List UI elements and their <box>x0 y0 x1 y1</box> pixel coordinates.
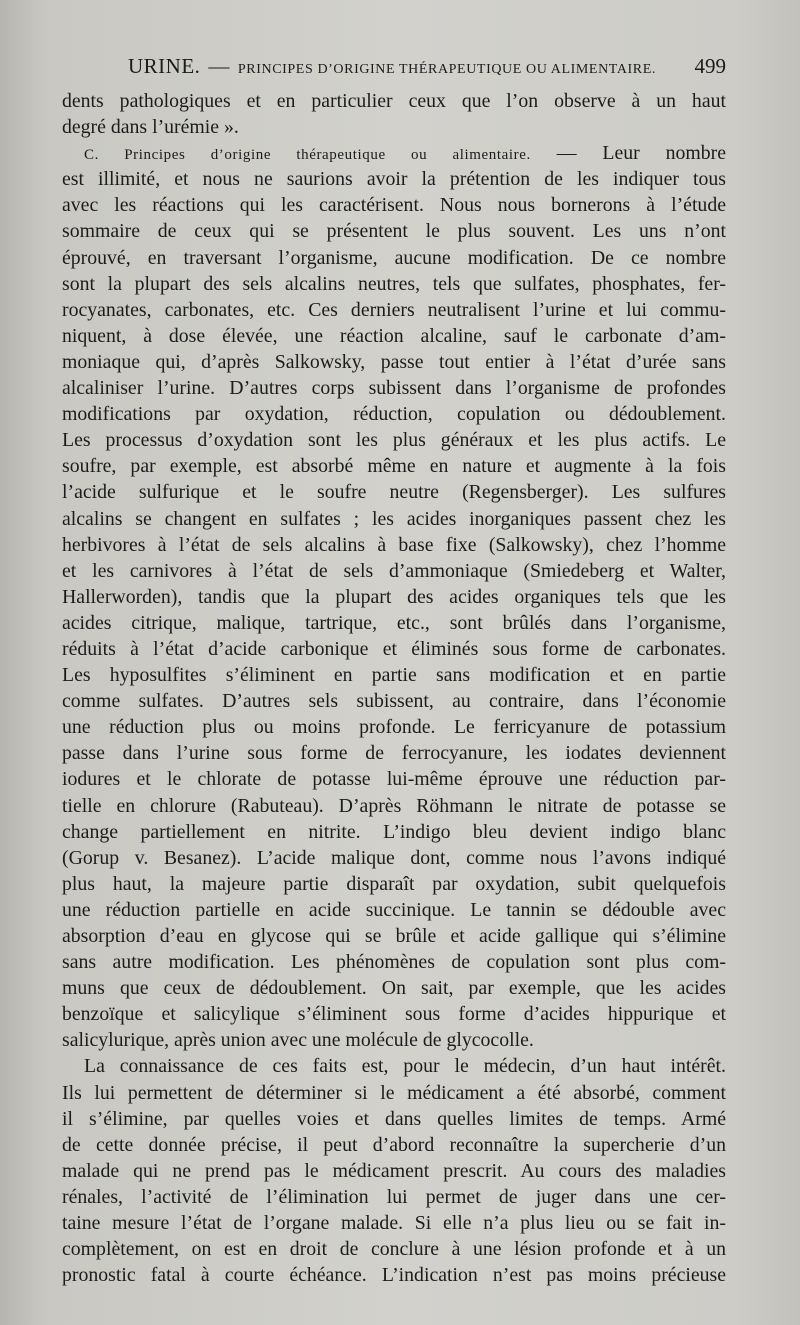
text-line: niquent, à dose élevée, une réaction alcaline, sauf le carbonate d’am- <box>62 324 726 347</box>
text-line: éprouvé, en traversant l’organisme, aucune modification. De ce nombre <box>62 246 726 269</box>
page-body <box>62 88 726 1288</box>
text-line: moniaque qui, d’après Salkowsky, passe tout entier à l’état d’urée sans <box>62 350 726 373</box>
section-heading-line <box>62 140 726 166</box>
text-line: de cette donnée précise, il peut d’abord reconnaître la supercherie d’un <box>62 1133 726 1156</box>
text-line: (Gorup v. Besanez). L’acide malique dont, comme nous l’avons indiqué <box>62 846 726 869</box>
text-line: change partiellement en nitrite. L’indigo bleu devient indigo blanc <box>62 820 726 843</box>
text-line: sans autre modification. Les phénomènes de copulation sont plus com- <box>62 951 726 974</box>
text-line-fragment: Leur nombre <box>602 142 726 165</box>
text-line: plus haut, la majeure partie disparaît par oxydation, subit quelquefois <box>62 872 726 895</box>
text-line: acides citrique, malique, tartrique, etc., sont brûlés dans l’organisme, <box>62 611 726 634</box>
text-line: soufre, par exemple, est absorbé même en nature et augmente à la fois <box>62 455 726 478</box>
running-title <box>128 54 656 79</box>
text-line: réduits à l’état d’acide carbonique et éliminés sous forme de carbonates. <box>62 637 726 660</box>
running-title-separator: — <box>208 54 230 78</box>
text-line: l’acide sulfurique et le soufre neutre (Regensberger). Les sulfures <box>62 481 726 504</box>
text-line: Les hyposulfites s’éliminent en partie sans modification et en partie <box>62 664 726 687</box>
text-line: une réduction partielle en acide succinique. Le tannin se dédouble avec <box>62 898 726 921</box>
text-line: salicylurique, après union avec une molécule de glycocolle. <box>62 1029 534 1052</box>
text-line: Hallerworden), tandis que la plupart des acides organiques tels que les <box>62 585 726 608</box>
text-line: rocyanates, carbonates, etc. Ces derniers neutralisent l’urine et lui commu- <box>62 298 726 321</box>
text-line: dents pathologiques et en particulier ceux que l’on observe à un haut <box>62 90 726 112</box>
running-title-main: URINE. <box>128 54 201 78</box>
text-line: malade qui ne prend pas le médicament prescrit. Au cours des maladies <box>62 1159 726 1182</box>
text-line: absorption d’eau en glycose qui se brûle et acide gallique qui s’élimine <box>62 925 726 947</box>
text-line: pronostic fatal à courte échéance. L’indication n’est pas moins précieuse <box>62 1264 726 1287</box>
section-label: C. Principes d’origine thérapeutique ou alimentaire. <box>84 147 531 164</box>
page-number: 499 <box>694 54 726 78</box>
section-dash: — <box>556 142 577 165</box>
text-line: alcaliniser l’urine. D’autres corps subissent dans l’organisme de profondes <box>62 377 726 400</box>
text-line: modifications par oxydation, réduction, copulation ou dédoublement. <box>62 403 726 426</box>
text-line: complètement, on est en droit de conclure à une lésion profonde et à un <box>62 1238 726 1261</box>
text-line: rénales, l’activité de l’élimination lui permet de juger dans une cer- <box>62 1185 726 1208</box>
text-line: comme sulfates. D’autres sels subissent, au contraire, dans l’économie <box>62 690 726 713</box>
text-line: degré dans l’urémie ». <box>62 116 239 139</box>
text-line: La connaissance de ces faits est, pour le médecin, d’un haut intérêt. <box>84 1055 726 1078</box>
running-title-subtitle: PRINCIPES D’ORIGINE THÉRAPEUTIQUE OU ALIMENTAIRE. <box>237 62 656 77</box>
text-line: et les carnivores à l’état de sels d’ammoniaque (Smiedeberg et Walter, <box>62 559 726 582</box>
text-line: est illimité, et nous ne saurions avoir la prétention de les indiquer tous <box>62 168 726 191</box>
text-line: passe dans l’urine sous forme de ferrocyanure, les iodates deviennent <box>62 742 726 765</box>
text-line: taine mesure l’état de l’organe malade. Si elle n’a plus lieu ou se fait in- <box>62 1212 726 1235</box>
text-line: sommaire de ceux qui se présentent le plus souvent. Les uns n’ont <box>62 220 726 243</box>
text-line: une réduction plus ou moins profonde. Le ferricyanure de potassium <box>62 716 726 739</box>
text-line: alcalins se changent en sulfates ; les acides inorganiques passent chez les <box>62 507 726 530</box>
running-header <box>62 50 726 80</box>
text-line: tielle en chlorure (Rabuteau). D’après Röhmann le nitrate de potasse se <box>62 794 726 817</box>
text-line: Ils lui permettent de déterminer si le médicament a été absorbé, comment <box>62 1081 726 1104</box>
text-line: avec les réactions qui les caractérisent. Nous nous bornerons à l’étude <box>62 194 726 217</box>
text-line: Les processus d’oxydation sont les plus généraux et les plus actifs. Le <box>62 429 726 452</box>
text-line: herbivores à l’état de sels alcalins à base fixe (Salkowsky), chez l’homme <box>62 533 726 556</box>
text-line: iodures et le chlorate de potasse lui-même éprouve une réduction par- <box>62 768 726 791</box>
text-line: il s’élimine, par quelles voies et dans quelles limites de temps. Armé <box>62 1107 726 1130</box>
text-line: muns que ceux de dédoublement. On sait, par exemple, que les acides <box>62 977 726 1000</box>
text-line: benzoïque et salicylique s’éliminent sous forme d’acides hippurique et <box>62 1003 726 1026</box>
text-line: sont la plupart des sels alcalins neutres, tels que sulfates, phosphates, fer- <box>62 272 726 295</box>
